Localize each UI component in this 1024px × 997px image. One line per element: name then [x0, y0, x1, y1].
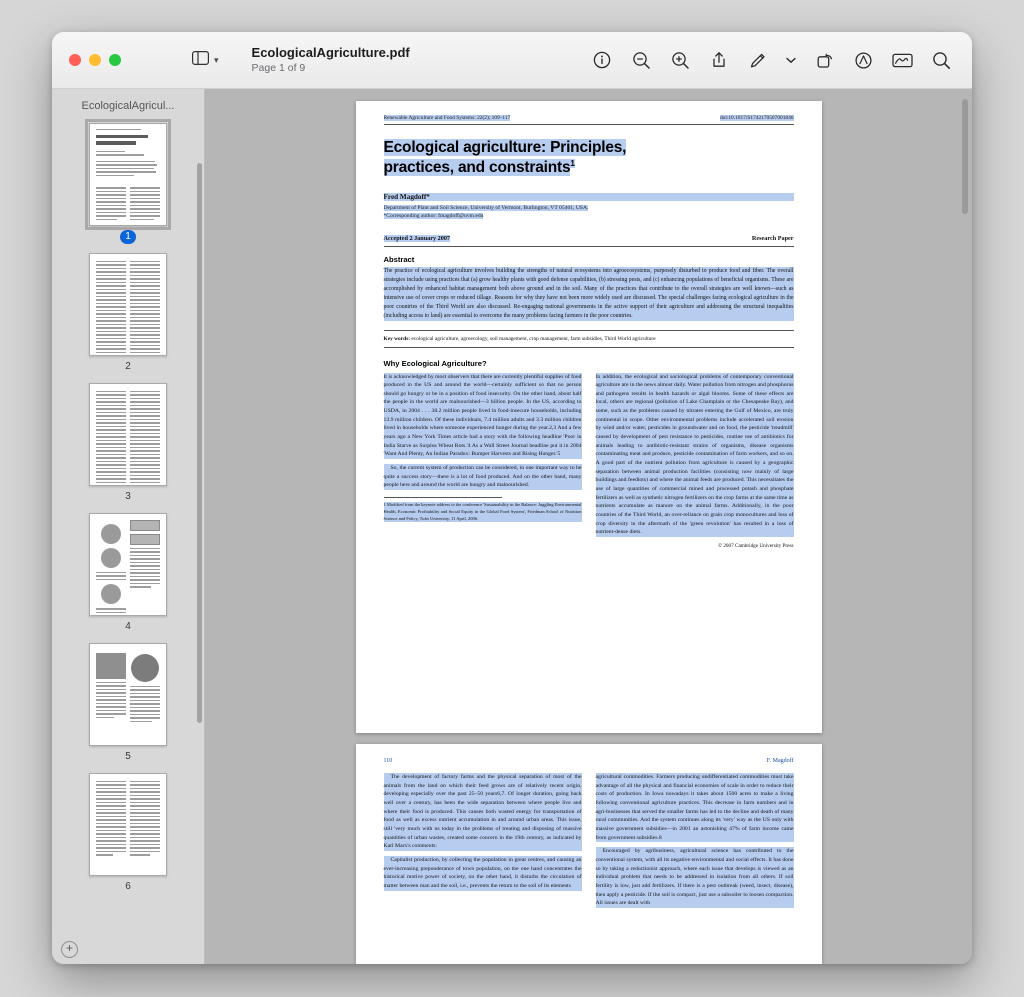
- thumbnail-sidebar: [52, 89, 205, 964]
- thumbnail-page-number: 5: [125, 751, 131, 762]
- thumbnail-page-number: 2: [125, 361, 131, 372]
- page2-running-head: [384, 758, 794, 764]
- thumbnail-page-4[interactable]: [52, 513, 204, 634]
- title-footnote-marker: 1: [570, 159, 575, 169]
- affiliation-line-2: *Corresponding author: fmagdoff@uvm.edu: [383, 213, 484, 220]
- page2-columns: [384, 773, 794, 913]
- thumbnail-image: [89, 383, 167, 486]
- thumbnail-page-number: 6: [125, 881, 131, 892]
- paragraph: Encouraged by agribusiness, agricultural science has contributed to the conventional system, with all its negative environmental and social effects. It has done so by taking a reductionist approach, where each issue that develops is viewed as an individual problem that needs to be addressed in isolation from all others. If soil fertility is low, just add fertilizers. If there is a pest outbreak (weed, insect, disease), then apply a pesticide. If the soil is compact, just use a subsoiler to loosen compaction. All issues are dealt with: [595, 848, 794, 907]
- rotate-icon[interactable]: [813, 49, 835, 71]
- author-affiliation: [384, 204, 794, 221]
- document-title-block: [252, 45, 410, 75]
- window-body: [52, 89, 972, 964]
- thumbnail-image: [89, 643, 167, 746]
- traffic-lights: [52, 54, 172, 66]
- article-type: Research Paper: [751, 234, 794, 242]
- journal-reference-line: [384, 115, 794, 125]
- paragraph: So, the current system of production can be considered, in one important way to be quite a success story—there is a lot of food produced. And on the other hand, many people here and around the world are hungry and malnourished.: [383, 465, 582, 489]
- page2-right-column: [596, 773, 794, 913]
- thumbnail-page-1[interactable]: [52, 123, 204, 244]
- thumbnail-page-number: 3: [125, 491, 131, 502]
- thumbnail-page-5[interactable]: [52, 643, 204, 764]
- thumbnail-image: [89, 123, 167, 226]
- sidebar-footer: [52, 934, 204, 964]
- zoom-window-button[interactable]: [109, 54, 121, 66]
- info-icon[interactable]: [591, 49, 613, 71]
- page1-right-column: [596, 373, 794, 549]
- annotate-icon[interactable]: [852, 49, 874, 71]
- toolbar-left: [172, 45, 410, 75]
- footnote-divider: [384, 497, 503, 498]
- section-heading: Why Ecological Agriculture?: [383, 358, 487, 368]
- paragraph: In addition, the ecological and sociological problems of contemporary conventional agriculture are in the news almost daily. Water pollution from nitrogen and phosphorus and pathogens results in health hazards or algal blooms. Some of these effects are local, others are regional (pollution of Lake Champlain or the Chesapeake Bay), and some, such as the problems caused by nitrates entering the Gulf of Mexico, are truly continental in scope. Other environmental problems include accelerated soil erosion by wind and/or water, pesticides in groundwater and on food, the pesticide 'treadmill' caused by development of pest resistance to pesticides, routine use of antibiotics for animals leading to antibiotic-resistant strains of organisms, disease organisms contaminating meat and produce, pesticide contamination of farm workers, and so on. A good part of the nutrient pollution from agriculture is caused by a geographic separation between animal production facilities (consisting now mainly of large buildings and feedlots) and where the animal feeds are produced. This necessitates the use of large quantities of commercial mined and processed potash and phosphate fertilizers as well as synthetic nitrogen fertilizers on the crop farms at the same time as nutrients accumulate as manure on the animal farms. Additionally, in the poor countries of the Third World, an over-reliance on grain crop monocultures and loss of crop diversity in the aftermath of the 'green revolution' has resulted in a loss of nutrient-dense diets.: [595, 373, 794, 536]
- thumbnail-page-number: 1: [120, 230, 136, 244]
- pdf-scrollbar[interactable]: [962, 99, 968, 214]
- thumbnail-image: [89, 513, 167, 616]
- paragraph: The development of factory farms and the physical separation of most of the animals from the land on which their feed grows are of relatively recent origin, developing especially over the past 25–50 years6,7. Of longer duration, going back well over a century, has been the wide separation between where people live and where their food is produced. This causes both wasted energy for transportation of food as well as excess nutrient accumulation in and around urban areas. This issue, still 'very much with us today in the problems of treating and disposing of massive quantities of urban wastes, created some concern in the 19th century, as indicated by Karl Marx's comments:: [383, 774, 582, 850]
- sidebar-icon: [192, 51, 209, 70]
- keywords-row: [384, 330, 794, 348]
- thumbnail-list[interactable]: [52, 119, 204, 934]
- page1-columns: [384, 373, 794, 549]
- abstract-text: The practice of ecological agriculture involves building the strengths of natural ecosystems into agroecosystems, purposely disturbed to produce food and fiber. The overall strategies include using practices that (a) grow healthy plants with good defense capabilities, (b) stressing pests, and (c) enhancing populations of beneficial organisms. These are accomplished by enhanced habitat management both above ground and in the soil. Many of the practices that contribute to the overall strategies are well known—such as intensive use of cover crops or reduced tillage. Reasons for why they have not been more widely used are discussed. The special challenges facing ecological agriculture in the poor countries of the Third World are also discussed. Re-engaging national governments in the active support of their agriculture and addressing the structural inequalities (including access to land) are essential to overcome the many problems facing farmers in the poor countries.: [383, 267, 794, 319]
- minimize-window-button[interactable]: [89, 54, 101, 66]
- keywords-list: ecological agriculture, agroecology, soil management, crop management, farm subsidies, Third World agriculture: [411, 335, 656, 342]
- abstract-heading: Abstract: [383, 254, 415, 264]
- keywords-label: Key words:: [383, 335, 411, 342]
- paragraph: It is acknowledged by most observers that there are currently plentiful supplies of food produced in the US and around the world—certainly sufficient so that no person should go hungry or be in a position of food insecurity. On the other hand, about half the people in the world are malnourished—3 billion people. In the US, according to USDA, in 2004 . . . 38.2 million people lived in food-insecure households, including 13.9 million children. Of these individuals, 7.4 million adults and 3.3 million children lived in households where someone experienced hunger during the year.2,3 And a few years ago a New York Times article had a story with the following headline 'Poor in India Starve as Surplus Wheat Rots.'4 As a Wall Street Journal headline put it in 2004 'Want And Plenty, An Indian Paradox: Bumper Harvests and Rising Hunger.'5: [383, 373, 582, 458]
- article-title-line1: Ecological agriculture: Principles,: [383, 139, 627, 156]
- close-window-button[interactable]: [69, 54, 81, 66]
- sidebar-toggle-button[interactable]: [188, 48, 224, 73]
- zoom-out-icon[interactable]: [630, 49, 652, 71]
- paragraph: agricultural commodities. Farmers producing undifferentiated commodities must take advantage of all the physical and financial economies of scale in order to reduce their costs of production. In Iowa nowadays it takes about 1500 acres to make a living following conventional agriculture practices. This decrease in farm numbers and in agri-businesses that served the smaller farms has led to the decline and death of many rural communities. And the system continues along its 'very' way as the US only with massive government subsidies—in 2001 an astonishing 47% of farm income came from government subsidies.8: [595, 774, 794, 841]
- page-number: 110: [383, 758, 393, 764]
- pdf-canvas[interactable]: [205, 89, 972, 964]
- pdf-page-1: [356, 101, 822, 733]
- accepted-date: Accepted 2 January 2007: [383, 234, 451, 242]
- thumbnail-page-3[interactable]: [52, 383, 204, 504]
- sign-icon[interactable]: [891, 49, 913, 71]
- share-icon[interactable]: [708, 49, 730, 71]
- page1-left-column: [384, 373, 582, 549]
- search-icon[interactable]: [930, 49, 952, 71]
- pdf-page-2: [356, 744, 822, 964]
- document-title: EcologicalAgriculture.pdf: [251, 44, 410, 60]
- running-author: F. Magdoff: [766, 758, 794, 764]
- paragraph: Capitalist production, by collecting the population in great centres, and causing an ever-increasing preponderance of town population, on the one hand concentrates the historical motive power of society, on the other hand, it disturbs the circulation of matter between man and the soil, i.e., prevents the return to the soil of its elements: [383, 856, 582, 889]
- thumbnail-page-number: 4: [125, 621, 131, 632]
- page-status: Page 1 of 9: [251, 62, 306, 75]
- doi: doi:10.1017/S1742170507001846: [719, 115, 794, 121]
- sidebar-scrollbar[interactable]: [197, 163, 202, 723]
- author-name: Fred Magdoff*: [384, 193, 794, 201]
- thumbnail-page-2[interactable]: [52, 253, 204, 374]
- add-page-button[interactable]: +: [61, 941, 78, 958]
- chevron-down-icon[interactable]: [786, 49, 796, 71]
- toolbar-right: [591, 49, 972, 71]
- thumbnail-page-6[interactable]: [52, 773, 204, 894]
- sidebar-title: EcologicalAgricul...: [81, 100, 175, 112]
- zoom-in-icon[interactable]: [669, 49, 691, 71]
- chevron-down-icon: ▾: [214, 54, 219, 65]
- window-titlebar: [52, 32, 972, 89]
- footnote-text: 1 Modified from the keynote address to the conference 'Sustainability in the Balance: Juggling Environmental Health, Economic Profitability and Social Equity in the Global Food System', Friedman School of Nutrition Science and Policy, Tufts University, 11 April, 2006.: [383, 502, 582, 521]
- article-title-line2: practices, and constraints: [383, 159, 571, 177]
- thumbnail-image: [89, 773, 167, 876]
- affiliation-line-1: Department of Plant and Soil Science, University of Vermont, Burlington, VT 05401, USA.: [383, 204, 589, 211]
- markup-icon[interactable]: [747, 49, 769, 71]
- accepted-row: [384, 235, 794, 247]
- journal-reference: Renewable Agriculture and Food Systems: 22(2); 109–117: [383, 115, 511, 121]
- thumbnail-image: [89, 253, 167, 356]
- page2-left-column: [384, 773, 582, 913]
- article-title: [384, 138, 794, 179]
- copyright-notice: © 2007 Cambridge University Press: [718, 542, 794, 549]
- preview-window: [52, 32, 972, 964]
